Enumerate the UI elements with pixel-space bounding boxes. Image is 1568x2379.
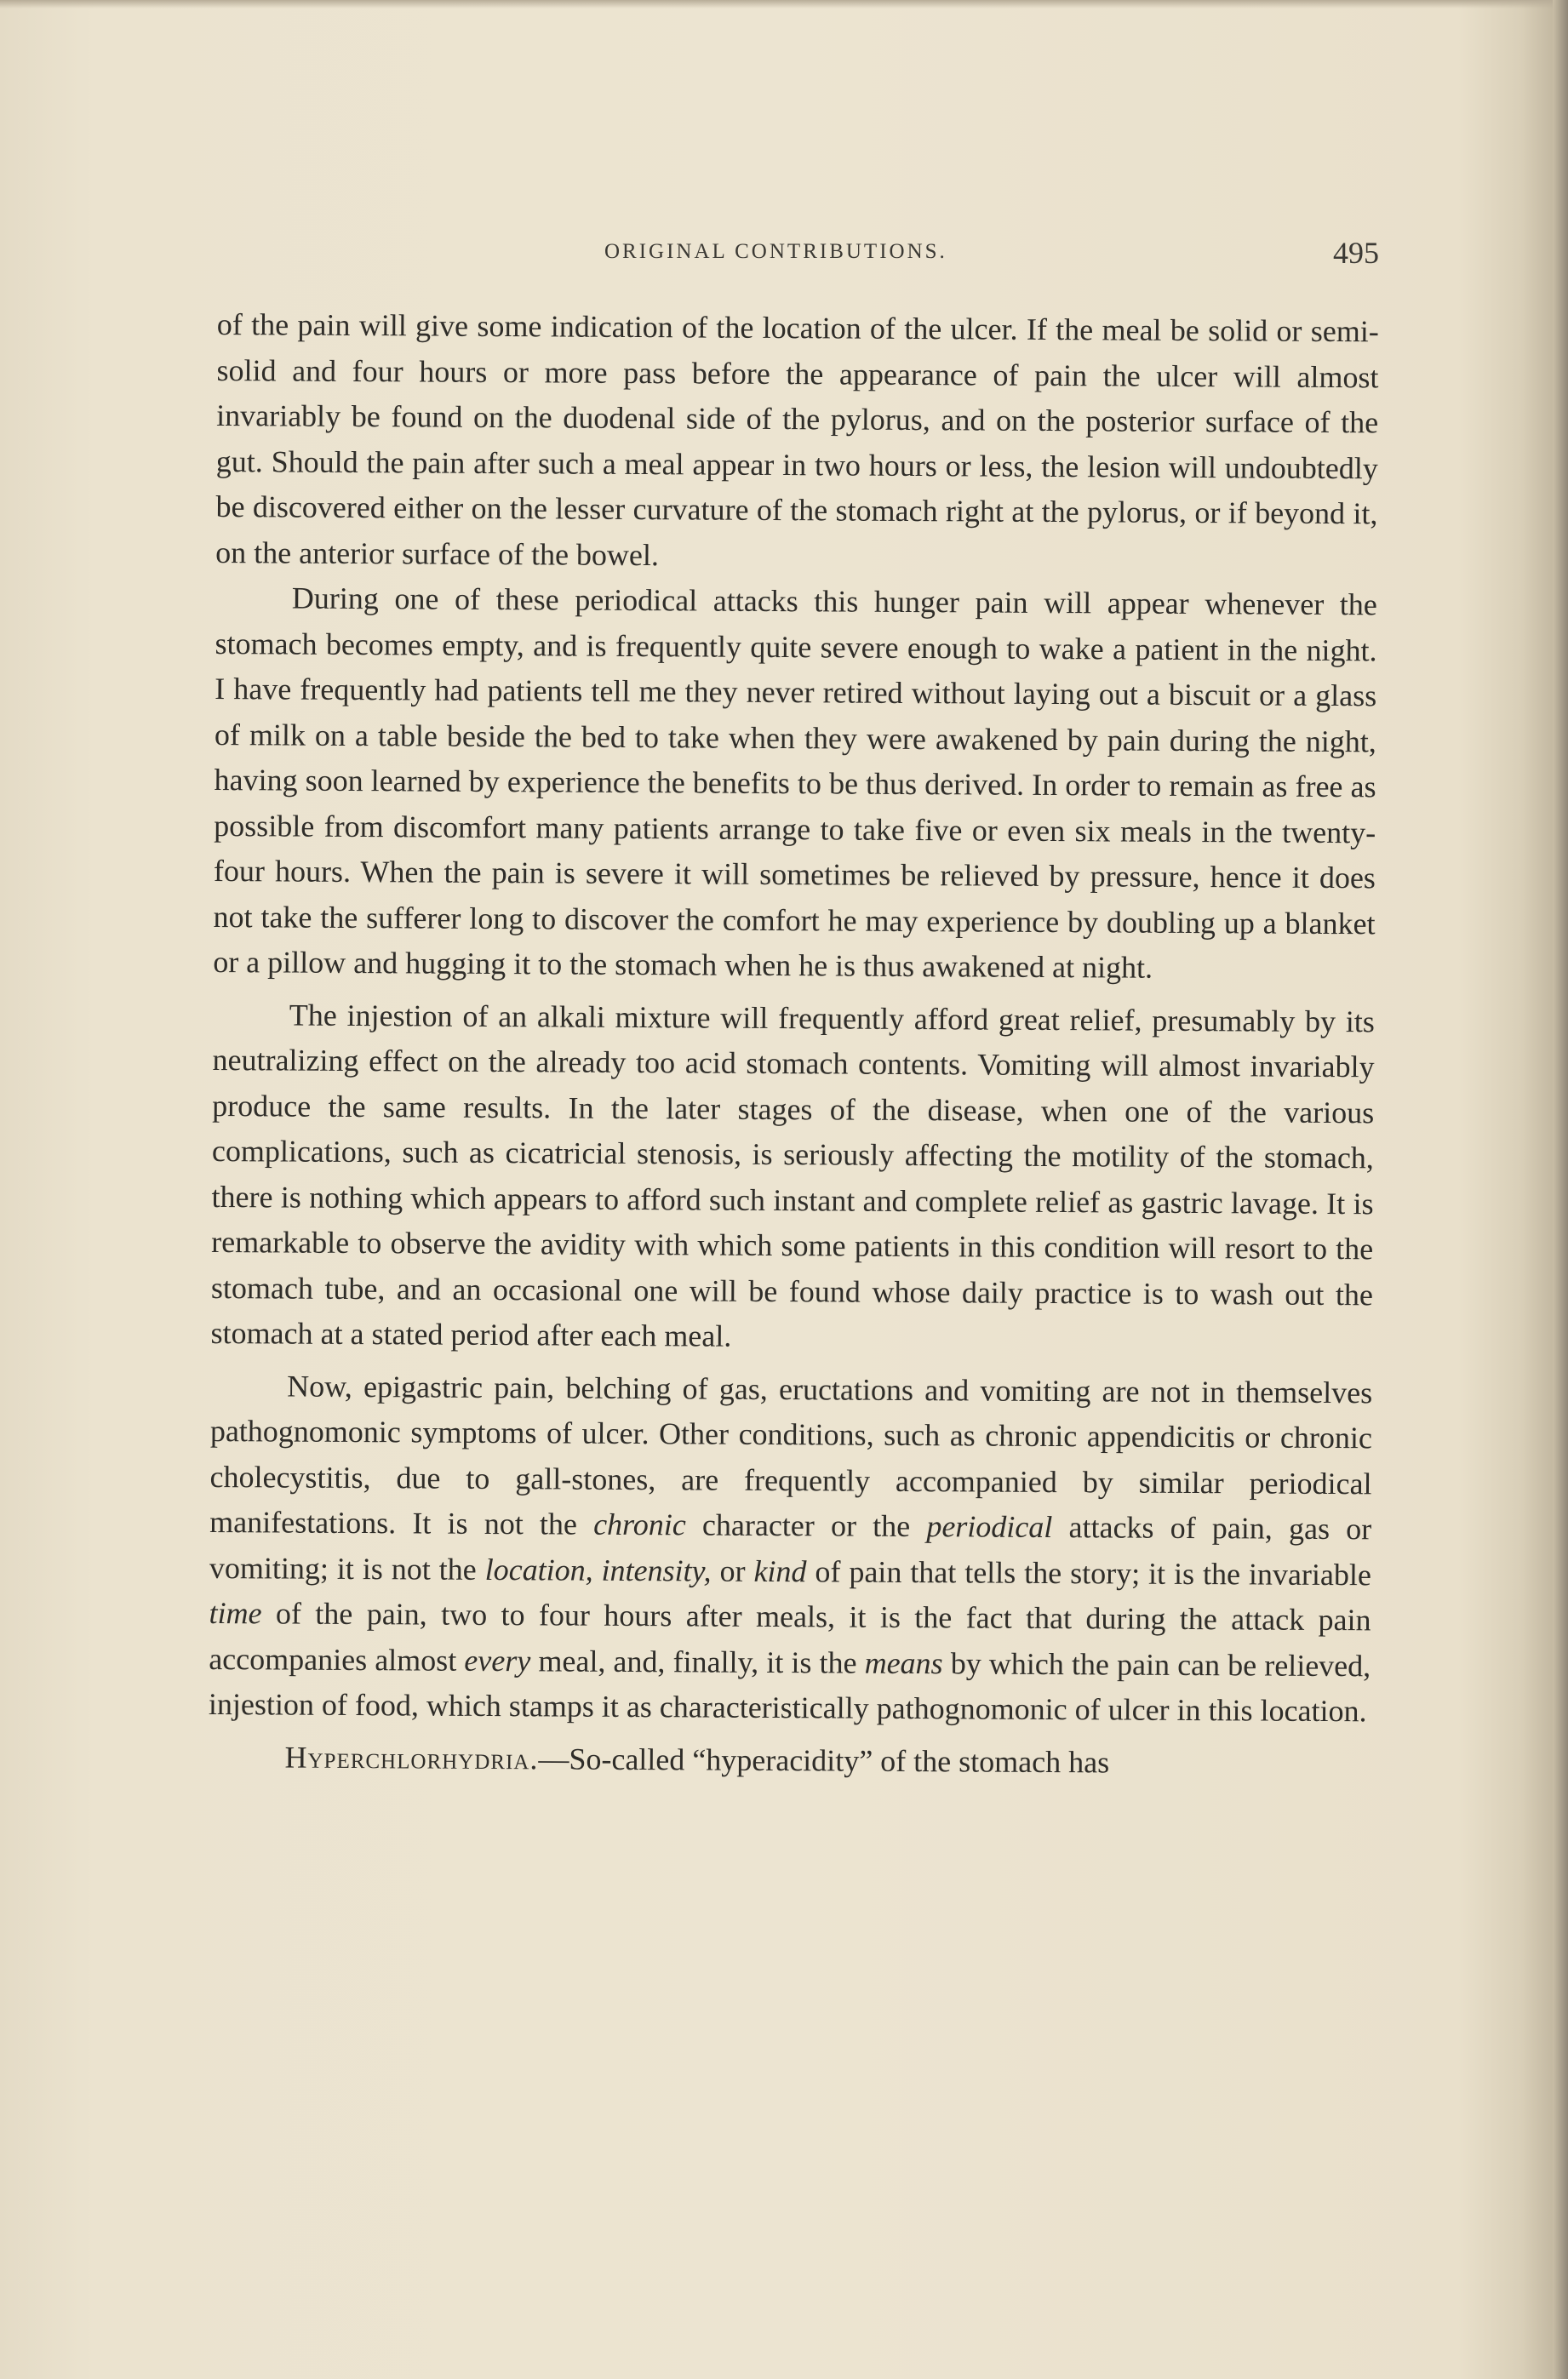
paragraph-4-text: or (711, 1553, 754, 1588)
emphasis-time: time (209, 1595, 262, 1631)
emphasis-location: location, intensity, (484, 1552, 712, 1588)
paragraph-2: During one of these periodical attacks this hunger pain will appear whenever the stomach becomes empty, and is frequently quite severe enough to wake a patient in the night. I have frequently had patients tell me they never retired without laying out a biscuit or a glass of milk on a table beside the bed to take when they were awakened by pain during the night, having soon learned by experience the benefits to be thus derived. In order to remain as free as possible from discomfort many patients arrange to take five or even six meals in the twenty-four hours. When the pain is severe it will sometimes be relieved by pressure, hence it does not take the sufferer long to discover the comfort he may experience by doubling up a blanket or a pillow and hugging it to the stomach when he is thus awakened at night. (213, 580, 1377, 985)
paragraph-4-text: Now, epigastric pain, belching of gas, eructations and vomiting are not in themselves pathognomonic symptoms of ulcer. Other conditions, such as chronic appendicitis or chronic cholecystitis, due to gall-stones, are frequently accompanied by similar periodical manifestations. It is not the (209, 1369, 1373, 1541)
paragraph-4 (209, 1363, 1373, 1734)
emphasis-periodical: periodical (926, 1509, 1053, 1545)
body-text (208, 302, 1379, 1787)
paragraph-4-text: character or the (685, 1507, 927, 1544)
emphasis-means: means (864, 1645, 943, 1680)
paragraph-1: of the pain will give some indication of the location of the ulcer. If the meal be solid or semi-solid and four hours or more pass before the appearance of pain the ulcer will almost invariably be found on the duodenal side of the pylorus, and on the posterior surface of the gut. Should the pain after such a meal appear in two hours or less, the lesion will undoubtedly be discovered either on the lesser curvature of the stomach right at the pylorus, or if beyond it, on the anterior surface of the bowel. (215, 306, 1379, 572)
page-number: 495 (1333, 236, 1379, 270)
page-edge (1553, 0, 1568, 2379)
emphasis-chronic: chronic (593, 1507, 686, 1542)
page-header (217, 235, 1379, 286)
paragraph-5-text: —So-called “hyperacidity” of the stomach has (538, 1741, 1110, 1779)
page-top-shadow (0, 0, 1568, 9)
paragraph-4-text: attacks of pain, gas or vomiting; it is not the (209, 1510, 1372, 1587)
emphasis-every: every (464, 1643, 531, 1678)
paragraph-4-text: meal, and, finally, it is the (530, 1643, 865, 1680)
paragraph-4-text: by which the pain can be relieved, injestion of food, which stamps it as characteristically pathognomonic of ulcer in this location. (208, 1645, 1371, 1729)
section-heading-hyperchlorhydria: Hyperchlorhydria. (284, 1740, 539, 1776)
paragraph-4-text: of pain that tells the story; it is the invariable (806, 1553, 1372, 1592)
paragraph-4-text: of the pain, two to four hours after meals, it is the fact that during the attack pain accompanies almost (209, 1596, 1371, 1678)
running-head: ORIGINAL CONTRIBUTIONS. (604, 240, 947, 263)
emphasis-kind: kind (753, 1553, 807, 1588)
paragraph-3: The injestion of an alkali mixture will frequently afford great relief, presumably by its neutralizing effect on the already too acid stomach contents. Vomiting will almost invariably produce the same results. In the later stages of the disease, when one of the various complications, such as cicatricial stenosis, is seriously affecting the motility of the stomach, there is nothing which appears to afford such instant and complete relief as gastric lavage. It is remarkable to observe the avidity with which some patients in this condition will resort to the stomach tube, and an occasional one will be found whose daily practice is to wash out the stomach at a stated period after each meal. (210, 998, 1375, 1353)
paragraph-5 (208, 1734, 1370, 1787)
